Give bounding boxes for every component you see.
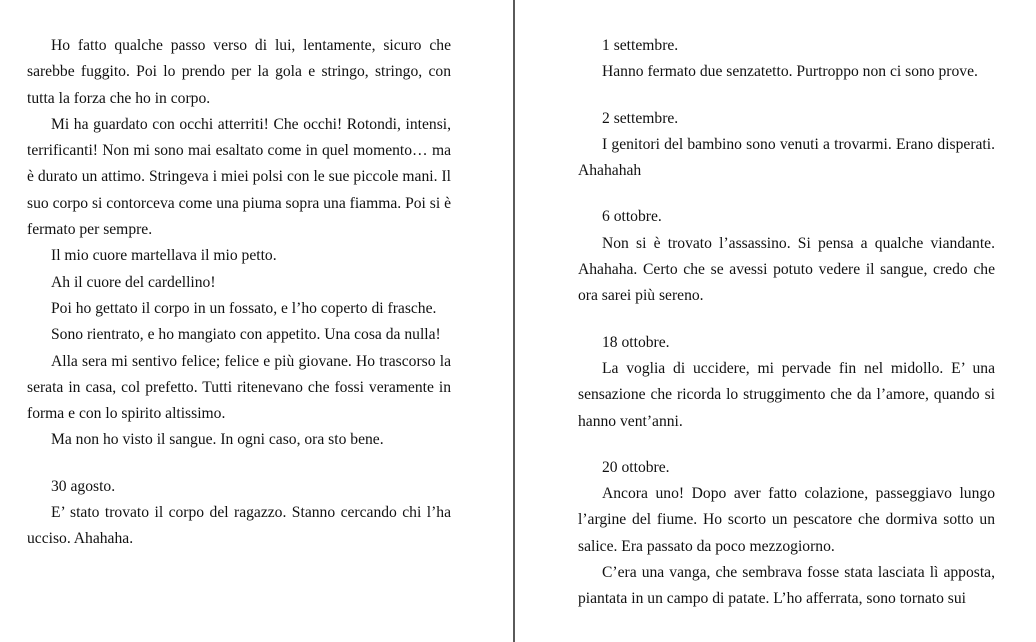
entry-spacer <box>578 86 995 106</box>
entry-text: E’ stato trovato il corpo del ragazzo. Stanno cercando chi l’ha ucciso. Ahahaha. <box>27 504 451 548</box>
entry-date: 1 settembre. <box>602 37 679 54</box>
paragraph: Ma non ho visto il sangue. In ogni caso, ora sto bene. <box>51 431 384 449</box>
entry-spacer <box>578 184 995 204</box>
entry-text: Ancora uno! Dopo aver fatto colazione, passeggiavo lungo l’argine del fiume. Ho scorto un pescatore che dormiva sotto un salice. Era passato da poco mezzogiorno. <box>578 485 995 555</box>
paragraph: Il mio cuore martellava il mio petto. <box>51 247 277 265</box>
left-page <box>27 33 451 553</box>
entry-text: C’era una vanga, che sembrava fosse stata lasciata lì apposta, piantata in un campo di patate. L’ho afferrata, sono tornato sui <box>578 564 995 608</box>
entry-date: 6 ottobre. <box>602 208 662 226</box>
entry-spacer <box>578 435 995 455</box>
page-divider <box>513 0 515 642</box>
entry-date: 20 ottobre. <box>602 458 670 476</box>
paragraph: Ah il cuore del cardellino! <box>51 273 216 291</box>
entry-date: 18 ottobre. <box>602 333 670 351</box>
entry-spacer <box>27 454 451 474</box>
entry-date: 2 settembre. <box>602 109 679 127</box>
entry-text: Non si è trovato l’assassino. Si pensa a qualche viandante. Ahahaha. Certo che se avessi potuto vedere il sangue, credo che ora sarei più sereno. <box>578 234 995 305</box>
right-page <box>578 33 995 613</box>
entry-text: Hanno fermato due senzatetto. Purtroppo non ci sono prove. <box>602 63 978 81</box>
entry-spacer <box>578 310 995 330</box>
entry-date: 30 agosto. <box>51 477 116 495</box>
paragraph: Sono rientrato, e ho mangiato con appetito. Una cosa da nulla! <box>51 326 441 344</box>
entry-text: La voglia di uccidere, mi pervade fin nel midollo. E’ una sensazione che ricorda lo struggimento che da l’amore, quando si hanno vent’anni. <box>578 359 995 430</box>
paragraph: Poi ho gettato il corpo in un fossato, e l’ho coperto di frasche. <box>51 299 437 317</box>
paragraph: Alla sera mi sentivo felice; felice e più giovane. Ho trascorso la serata in casa, col prefetto. Tutti ritenevano che fossi veramente in forma e con lo spirito altissimo. <box>27 352 451 423</box>
entry-text: I genitori del bambino sono venuti a trovarmi. Erano disperati. Ahahahah <box>578 135 995 180</box>
paragraph: Ho fatto qualche passo verso di lui, lentamente, sicuro che sarebbe fuggito. Poi lo prendo per la gola e stringo, stringo, con tutta la forza che ho in corpo. <box>27 37 451 107</box>
paragraph: Mi ha guardato con occhi atterriti! Che occhi! Rotondi, intensi, terrificanti! Non mi sono mai esaltato come in quel momento… ma è durato un attimo. Stringeva i miei polsi con le sue piccole mani. Il suo corpo si contorceva come una piuma sopra una fiamma. Poi si è fermato per sempre. <box>27 115 451 239</box>
